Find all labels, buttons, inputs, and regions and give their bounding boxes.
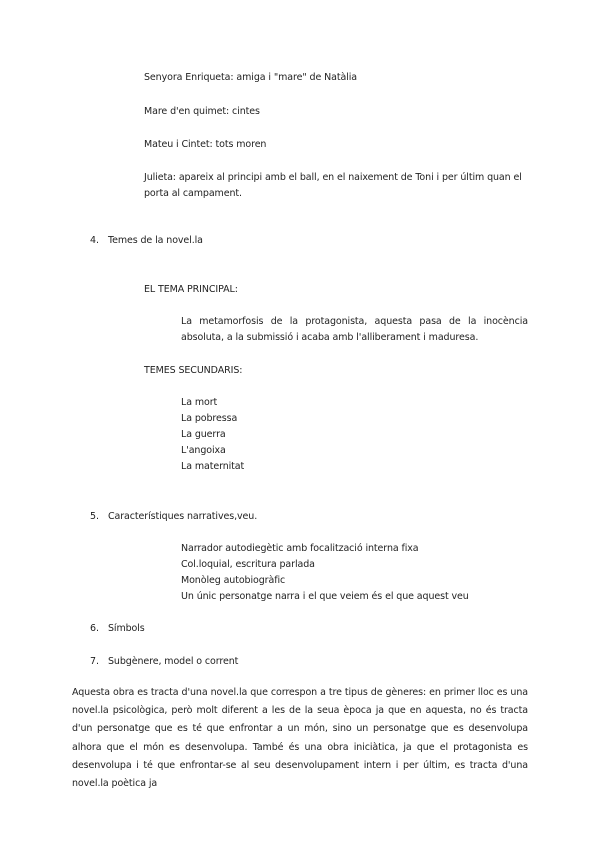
character-line: Mare d'en quimet: cintes xyxy=(144,106,260,117)
character-line: Mateu i Cintet: tots moren xyxy=(144,139,267,150)
narrative-item: Monòleg autobiogràfic xyxy=(181,575,286,586)
section-number: 4. xyxy=(90,235,99,246)
secondary-theme-item: L'angoixa xyxy=(181,445,226,456)
section-title-narrative: Característiques narratives,veu. xyxy=(108,511,258,522)
main-theme-line: absoluta, a la submissió i acaba amb l'alliberament i maduresa. xyxy=(181,332,479,343)
secondary-theme-item: La pobressa xyxy=(181,413,238,424)
section-number: 6. xyxy=(90,623,99,634)
character-line: Senyora Enriqueta: amiga i "mare" de Natàlia xyxy=(144,72,358,83)
secondary-theme-item: La mort xyxy=(181,397,218,408)
section-title-simbols: Símbols xyxy=(108,623,145,634)
section-number: 7. xyxy=(90,656,99,667)
secondary-theme-item: La guerra xyxy=(181,429,226,440)
main-theme-line: La metamorfosis de la protagonista, aquesta pasa de la inocència xyxy=(181,316,528,327)
narrative-item: Narrador autodiegètic amb focalització interna fixa xyxy=(181,543,419,554)
secondary-theme-item: La maternitat xyxy=(181,461,245,472)
closing-paragraph: Aquesta obra es tracta d'una novel.la que correspon a tre tipus de gèneres: en primer lloc es una novel.la psicològica, però molt diferent a les de la seua època ja que en aquesta, no és tracta d'un personatge que es té que enfrontar a un món, sino un personatge que es desenvolupa alhora que el món es desenvolupa. També és una obra iniciàtica, ja que el protagonista es desenvolupa i té que enfrontar-se al seu desenvolupament intern i per últim, es tracta d'una novel.la poètica ja xyxy=(72,687,528,790)
narrative-item: Un únic personatge narra i el que veiem és el que aquest veu xyxy=(181,591,469,602)
narrative-item: Col.loquial, escritura parlada xyxy=(181,559,315,570)
section-number: 5. xyxy=(90,511,99,522)
main-theme-heading: EL TEMA PRINCIPAL: xyxy=(144,284,238,295)
secondary-themes-heading: TEMES SECUNDARIS: xyxy=(144,365,243,376)
character-line: porta al campament. xyxy=(144,188,242,199)
character-line: Julieta: apareix al principi amb el ball, en el naixement de Toni i per últim quan el xyxy=(144,172,522,183)
section-title-temes: Temes de la novel.la xyxy=(108,235,203,246)
section-title-subgenere: Subgènere, model o corrent xyxy=(108,656,239,667)
